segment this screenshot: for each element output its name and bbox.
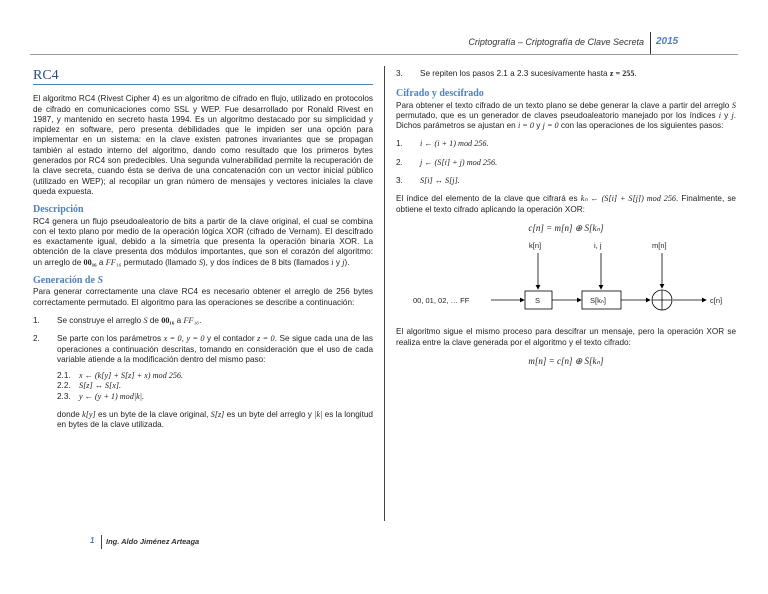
rc4-diagram: [396, 241, 736, 321]
label-mn: m[n]: [652, 241, 667, 251]
list-item: 1. Se construye el arreglo S de 00₁₆ a FF₁₆.: [33, 315, 202, 325]
heading-cifrado: Cifrado y descifrado: [396, 88, 484, 100]
list-item: 3. S[i] ↔ S[j].: [396, 176, 460, 186]
diagram-lines: [396, 241, 736, 321]
header-separator: [650, 32, 651, 54]
list-item: 1. i ← (i + 1) mod 256.: [396, 139, 489, 149]
footer-separator: [101, 535, 102, 549]
index-paragraph: El índice del elemento de la clave que cifrará es kₙ ← (S[i] + S[j]) mod 256. Finalmente, se obtiene el texto cifrado aplicando la operación XOR:: [396, 194, 736, 214]
header-rule: [30, 54, 738, 55]
generacion-paragraph: Para generar correctamente una clave RC4 es necesario obtener el arreglo de 256 bytes correctamente permutado. El algoritmo para las operaciones se describe a continuación:: [33, 287, 373, 307]
header-year: 2015: [656, 36, 679, 47]
heading-descripcion: Descripción: [33, 204, 84, 216]
equation-decrypt: m[n] = c[n] ⊕ S[kₙ]: [528, 355, 604, 366]
list-item: 3. Se repiten los pasos 2.1 a 2.3 sucesivamente hasta z = 255.: [396, 69, 637, 78]
label-kn: k[n]: [529, 241, 542, 251]
column-divider: [384, 66, 385, 521]
sub-list-item: 2.1. x ← (k[y] + S[z] + x) mod 256.: [57, 371, 184, 381]
footer-author: Ing. Aldo Jiménez Arteaga: [106, 537, 200, 546]
label-s: S: [535, 296, 541, 306]
decrypt-paragraph: El algoritmo sigue el mismo proceso para descifrar un mensaje, pero la operación XOR se realiza entre la clave generada por el algoritmo y el texto cifrado:: [396, 327, 736, 347]
header-title: Criptografía – Criptografía de Clave Secreta: [468, 37, 644, 47]
label-skn: S[kₙ]: [590, 296, 606, 306]
footer-page-number: 1: [90, 536, 95, 545]
label-ij: i, j: [594, 241, 602, 251]
right-column: [396, 66, 736, 374]
section-title-rc4: RC4: [33, 71, 373, 85]
list-item: 2. Se parte con los parámetros x = 0, y = 0 y el contador z = 0. Se sigue cada una de las operaciones a continuación descritas, tomando en consideración que el uso de cada variable atiende a la modificación dentro del mismo paso:: [33, 334, 373, 364]
descripcion-paragraph: RC4 genera un flujo pseudoaleatorio de bits a partir de la clave original, el cual se combina con el texto plano por medio de la operación lógica XOR (cifrado de Vernam). El descifrado es exactamente igual, debido a la simetría que presenta la operación binaria XOR. La obtención de la clave presenta dos módulos importantes, que son el corazón del algoritmo: un arreglo de 00₁₆ a FF₁₆ permutado (llamado S), y dos índices de 8 bits (llamados i y j).: [33, 216, 373, 267]
heading-generacion: Generación de S: [33, 275, 103, 287]
cifrado-paragraph: Para obtener el texto cifrado de un texto plano se debe generar la clave a partir del arreglo S permutado, que es un generador de claves pseudoaleatorio manejado por los índices i y j. Dichos parámetros se ajustan en i = 0 y j = 0 con las operaciones de los siguientes pasos:: [396, 100, 736, 131]
list-item: 2. j ← (S[i] + j) mod 256.: [396, 157, 498, 167]
label-cn: c[n]: [710, 296, 723, 306]
sub-list-item: 2.3. y ← (y + 1) mod|k|.: [57, 391, 145, 401]
label-input-range: 00, 01, 02, … FF: [413, 296, 470, 306]
left-column: [33, 66, 373, 431]
intro-paragraph: El algoritmo RC4 (Rivest Cipher 4) es un algoritmo de cifrado en flujo, utilizado en protocolos de cifrado en comunicaciones como SSL y WEP. Fue desarrollado por Ronald Rivest en 1987, y mantenido en secreto hasta 1994. Es un algoritmo destacado por su simplicidad y rapidez en software, pero presenta debilidades que le impiden ser una opción para implementar en un sistema: en la clave existen patrones invariantes que se propagan también al estado interno del algoritmo, dando como resultado que los primeros bytes generados por RC4 son predecibles. Una segunda vulnerabilidad permite la recuperación de la clave secreta, cuando ésta se deriva de una concatenación con un vector inicial público (utilizado en WEP); al recopilar un gran número de mensajes y vectores iniciales la clave queda expuesta.: [33, 94, 373, 196]
equation-encrypt: c[n] = m[n] ⊕ S[kₙ]: [528, 222, 604, 233]
sub-list-item: 2.2. S[z] ↔ S[x].: [57, 381, 122, 391]
donde-paragraph: donde k[y] es un byte de la clave original, S[z] es un byte del arreglo y |k| es la longitud en bytes de la clave utilizada.: [57, 410, 373, 430]
